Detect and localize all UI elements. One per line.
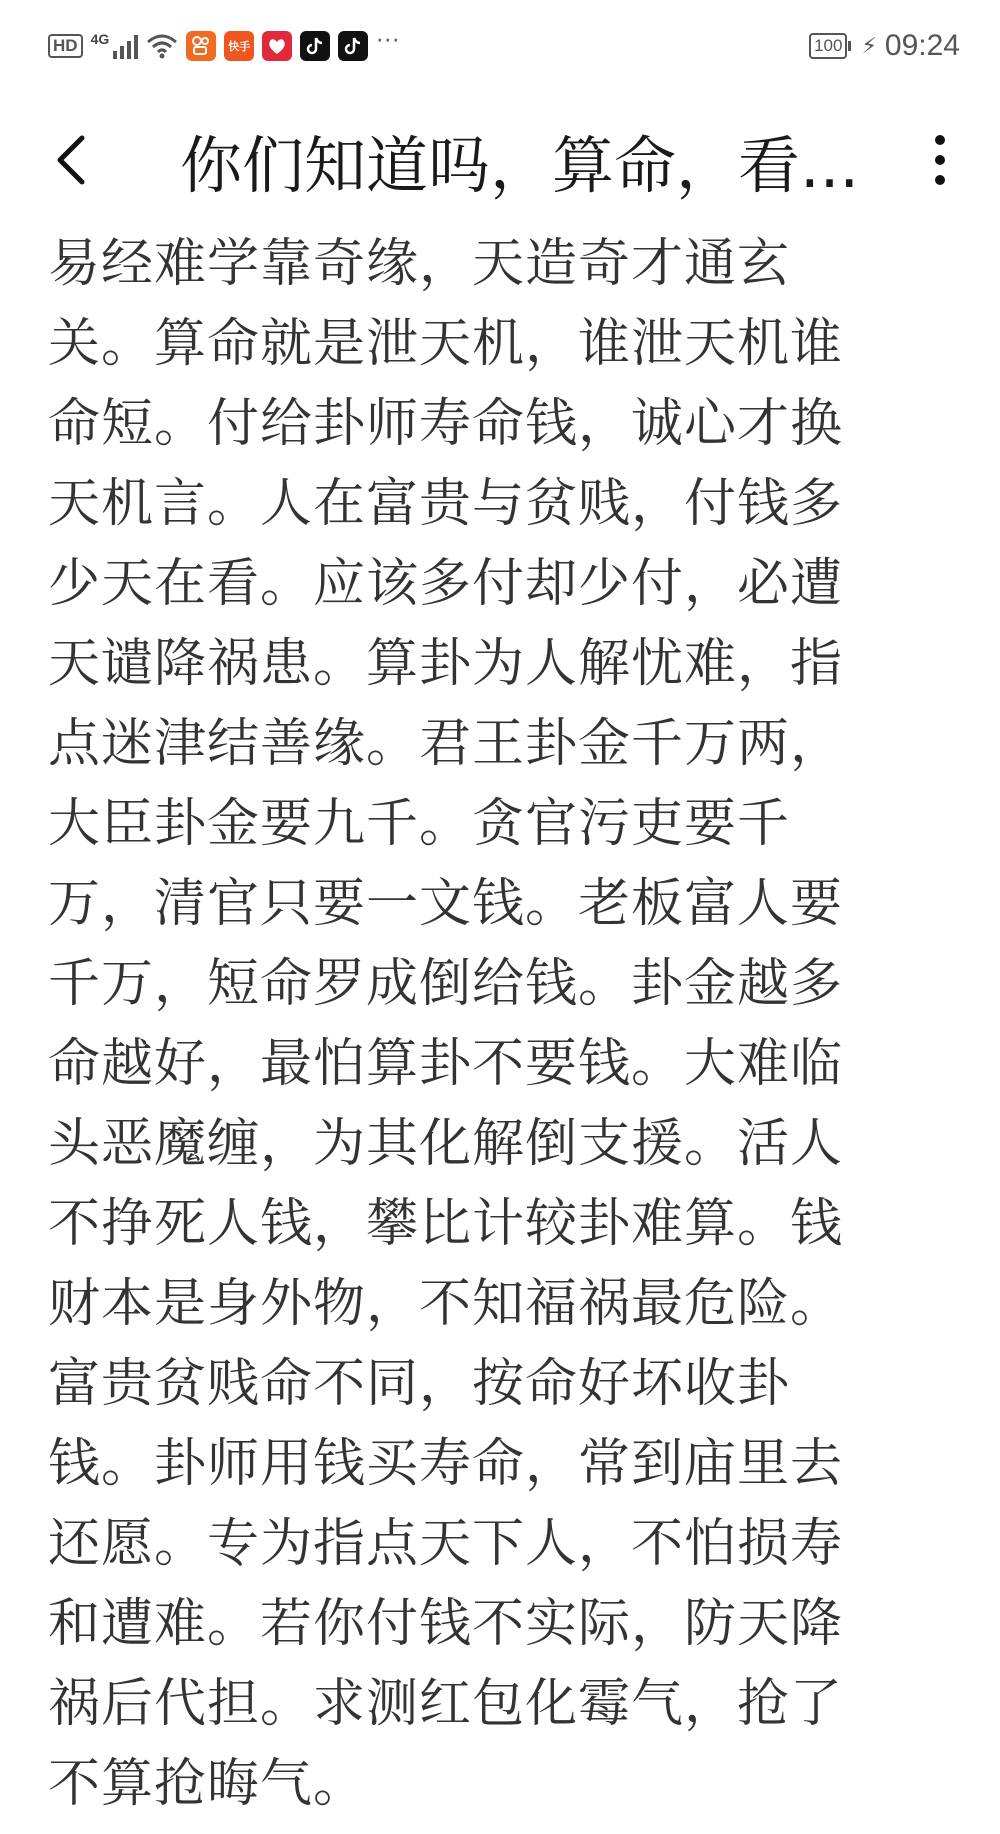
more-vertical-icon-dot [935, 135, 945, 145]
tiktok-app-1-icon [300, 31, 330, 61]
article-line: 少天在看。应该多付却少付，必遭 [48, 554, 844, 614]
kuaishou-app-icon [186, 31, 216, 61]
app-header [0, 100, 1000, 220]
article-line: 和遭难。若你付钱不实际，防天降 [48, 1594, 844, 1654]
article-line: 不挣死人钱，攀比计较卦难算。钱 [48, 1194, 844, 1254]
kuaishou-speed-app-label: 快手 [228, 40, 251, 53]
article-line: 命越好，最怕算卦不要钱。大难临 [48, 1034, 844, 1094]
back-button[interactable] [40, 120, 100, 200]
more-notifications-icon: ··· [376, 28, 401, 54]
more-vertical-icon-dot [935, 155, 945, 165]
article-line: 大臣卦金要九千。贪官污吏要千 [48, 794, 791, 854]
wifi-icon [146, 33, 178, 59]
status-bar [0, 0, 1000, 92]
more-vertical-icon-dot [935, 175, 945, 185]
article-line: 不算抢晦气。 [48, 1754, 367, 1814]
article-line: 点迷津结善缘。君王卦金千万两， [48, 714, 844, 774]
more-options-button[interactable] [920, 120, 960, 200]
article-body [48, 224, 918, 1824]
battery-level: 100 [809, 33, 847, 59]
article-line: 天机言。人在富贵与贫贱，付钱多 [48, 474, 844, 534]
status-right [809, 29, 960, 63]
article-line: 千万，短命罗成倒给钱。卦金越多 [48, 954, 844, 1014]
network-type: 4G [90, 31, 110, 47]
article-line: 命短。付给卦师寿命钱，诚心才换 [48, 394, 844, 454]
article-line: 天谴降祸患。算卦为人解忧难，指 [48, 634, 844, 694]
article-line: 易经难学靠奇缘，天造奇才通玄 [48, 234, 791, 294]
pinduoduo-app-icon [262, 31, 292, 61]
charging-icon: ⚡ [861, 33, 877, 59]
status-left [48, 28, 401, 61]
article-line: 财本是身外物，不知福祸最危险。 [48, 1274, 844, 1334]
status-time: 09:24 [884, 29, 960, 62]
article-line: 还愿。专为指点天下人，不怕损寿 [48, 1514, 844, 1574]
article-line: 钱。卦师用钱买寿命，常到庙里去 [48, 1434, 844, 1494]
kuaishou-speed-app-icon [224, 31, 254, 61]
page-title: 你们知道吗，算命，看... [180, 128, 860, 202]
article-line: 关。算命就是泄天机，谁泄天机谁 [48, 314, 844, 374]
article-line: 祸后代担。求测红包化霉气，抢了 [48, 1674, 844, 1734]
article-line: 头恶魔缠，为其化解倒支援。活人 [48, 1114, 844, 1174]
article-line: 富贵贫贱命不同，按命好坏收卦 [48, 1354, 791, 1414]
hd-indicator: HD [48, 34, 83, 58]
tiktok-app-2-icon [338, 31, 368, 61]
back-arrow-icon [50, 130, 90, 190]
article-line: 万，清官只要一文钱。老板富人要 [48, 874, 844, 934]
battery-icon [809, 33, 851, 59]
signal-icon [113, 33, 138, 59]
